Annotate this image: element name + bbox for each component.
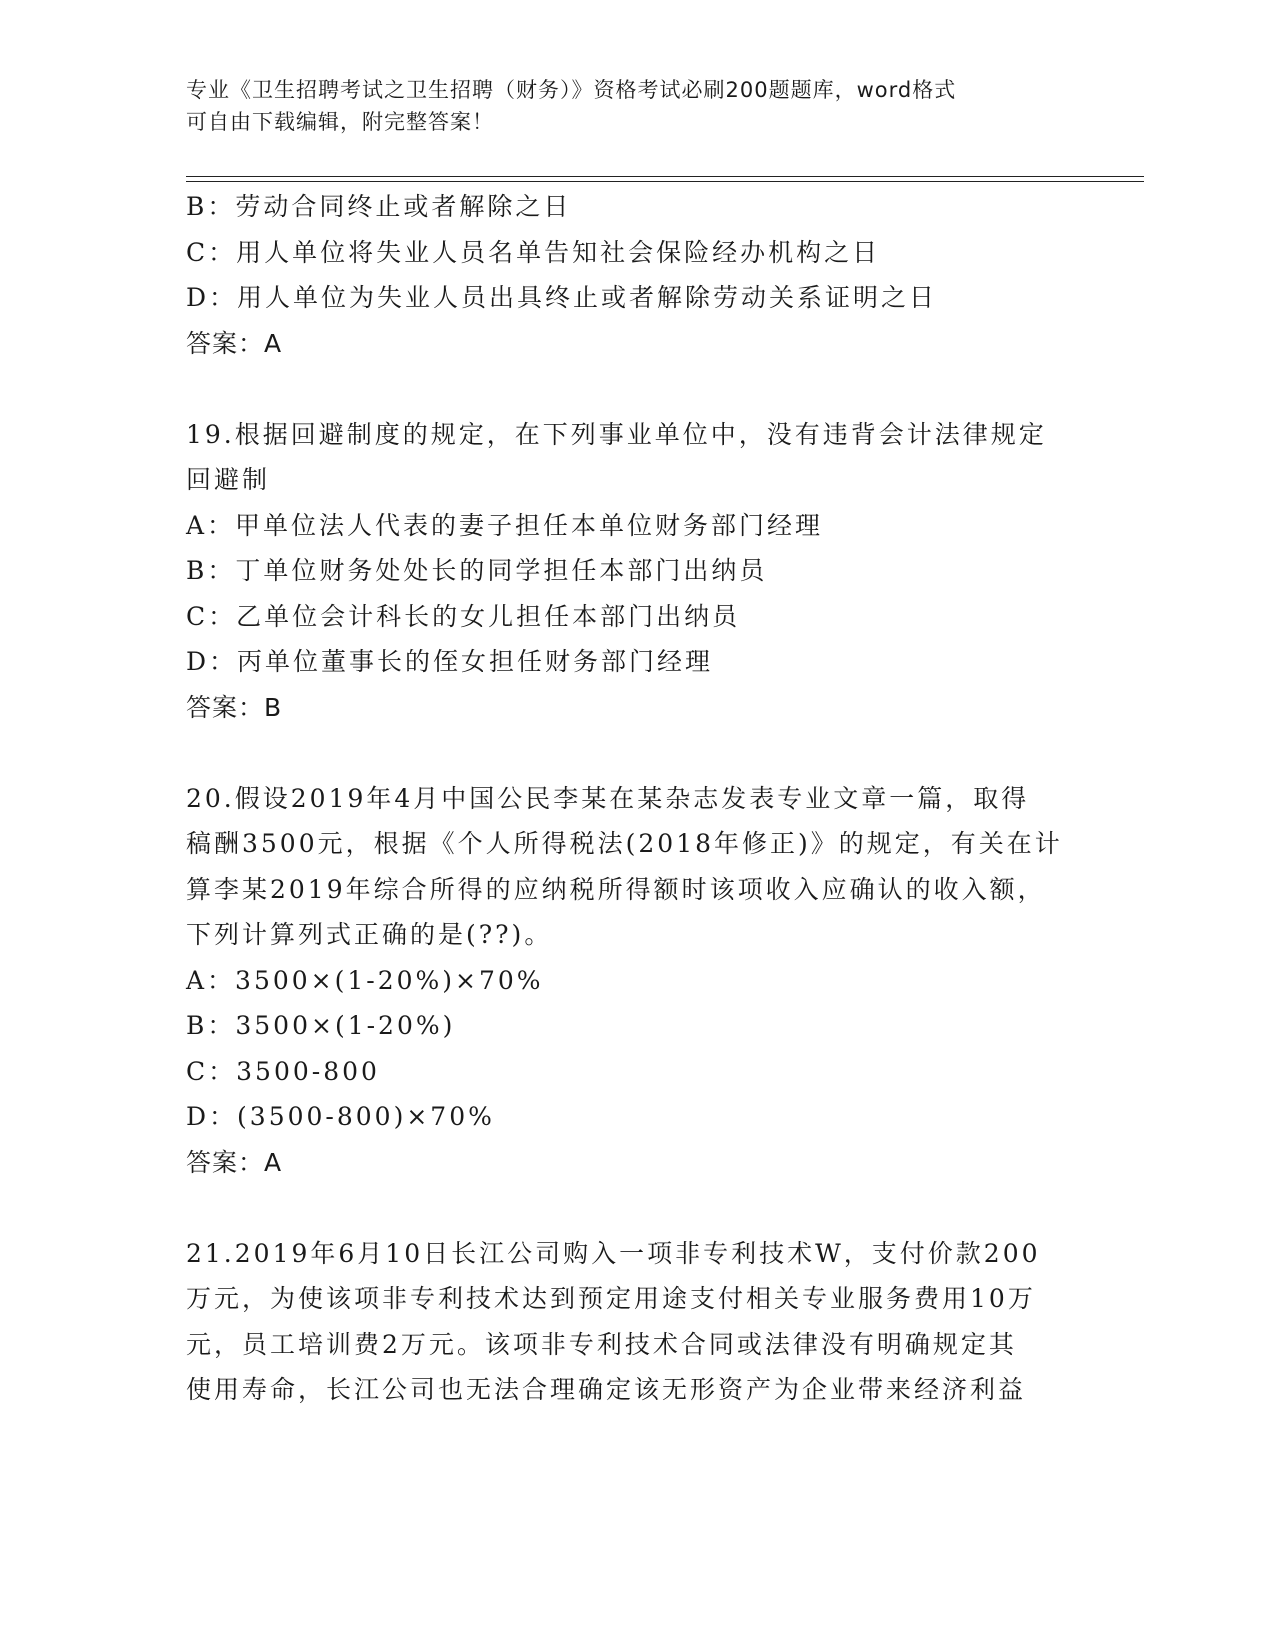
document-body [186,184,1086,1413]
question-18-tail [186,184,1086,366]
document-header [186,74,1066,138]
question-spacer [186,730,1086,776]
question-stem-line: 下列计算列式正确的是(??)。 [186,920,553,949]
option-a: A：3500×(1-20%)×70% [186,965,544,995]
answer-line: 答案：B [186,692,283,722]
question-stem-line: 20.假设2019年4月中国公民李某在某杂志发表专业文章一篇，取得 [186,783,1030,813]
option-d: D：丙单位董事长的侄女担任财务部门经理 [186,647,714,676]
question-stem-line: 稿酬3500元，根据《个人所得税法(2018年修正)》的规定，有关在计 [186,829,1063,858]
question-stem-line: 19.根据回避制度的规定，在下列事业单位中，没有违背会计法律规定 [186,419,1047,449]
question-19 [186,412,1086,731]
option-c: C：3500-800 [186,1056,380,1086]
option-d: D：用人单位为失业人员出具终止或者解除劳动关系证明之日 [186,283,938,312]
option-d: D：(3500-800)×70% [186,1102,495,1131]
question-spacer [186,1185,1086,1231]
option-b: B：劳动合同终止或者解除之日 [186,192,572,221]
question-stem-line: 回避制 [186,465,271,494]
option-b: B：丁单位财务处处长的同学担任本部门出纳员 [186,556,768,585]
header-line-1: 专业《卫生招聘考试之卫生招聘（财务）》资格考试必刷200题题库，word格式 [186,78,957,102]
question-stem-line: 使用寿命，长江公司也无法合理确定该无形资产为企业带来经济利益 [186,1375,1027,1404]
question-stem-line: 算李某2019年综合所得的应纳税所得额时该项收入应确认的收入额， [186,874,1046,904]
question-spacer [186,366,1086,412]
answer-line: 答案：A [186,328,283,358]
question-stem-line: 元，员工培训费2万元。该项非专利技术合同或法律没有明确规定其 [186,1329,1017,1359]
option-b: B：3500×(1-20%) [186,1011,456,1040]
question-stem-line: 21.2019年6月10日长江公司购入一项非专利技术W，支付价款200 [186,1238,1041,1268]
option-c: C：乙单位会计科长的女儿担任本部门出纳员 [186,601,741,631]
option-a: A：甲单位法人代表的妻子担任本单位财务部门经理 [186,510,824,540]
header-line-2: 可自由下载编辑，附完整答案！ [186,110,494,134]
question-20 [186,776,1086,1186]
header-rule-top [186,176,1144,177]
option-c: C：用人单位将失业人员名单告知社会保险经办机构之日 [186,237,881,267]
header-rule-bottom [186,181,1144,182]
answer-line: 答案：A [186,1147,283,1177]
question-stem-line: 万元，为使该项非专利技术达到预定用途支付相关专业服务费用10万 [186,1284,1036,1313]
question-21 [186,1231,1086,1413]
